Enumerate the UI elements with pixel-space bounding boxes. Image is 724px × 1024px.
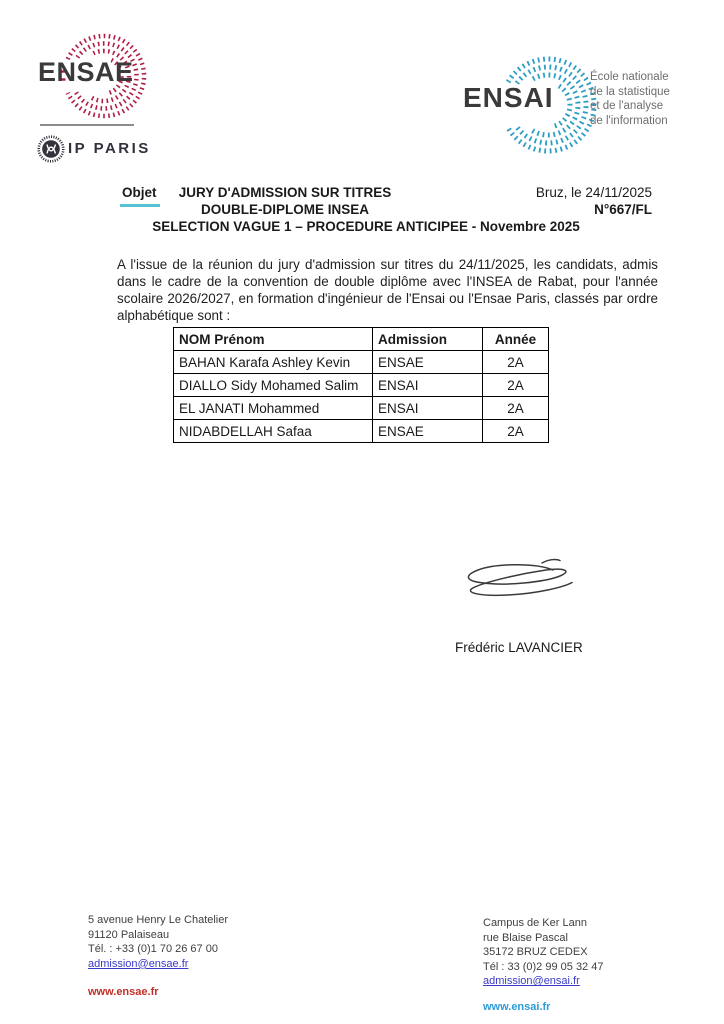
signatory-name: Frédéric LAVANCIER bbox=[455, 640, 583, 655]
cell-candidate-name: EL JANATI Mohammed bbox=[174, 397, 373, 420]
ip-paris-emblem-icon bbox=[37, 135, 65, 163]
cell-year: 2A bbox=[483, 374, 549, 397]
cell-admission-school: ENSAI bbox=[373, 374, 483, 397]
objet-label: Objet bbox=[122, 185, 157, 200]
table-header-row bbox=[174, 328, 549, 351]
place-and-date: Bruz, le 24/11/2025 bbox=[535, 185, 652, 200]
footer-address-line: 91120 Palaiseau bbox=[88, 928, 170, 941]
document-title-line3: SELECTION VAGUE 1 – PROCEDURE ANTICIPEE - Novembre 2025 bbox=[152, 219, 580, 234]
cell-admission-school: ENSAI bbox=[373, 397, 483, 420]
ensae-logo-text: ENSAE bbox=[38, 57, 134, 87]
footer-address-line: Campus de Ker Lann bbox=[483, 917, 587, 929]
ensae-email-link[interactable]: admission@ensae.fr bbox=[88, 957, 189, 970]
footer-address-line: rue Blaise Pascal bbox=[483, 931, 568, 944]
column-header-admission: Admission bbox=[373, 328, 483, 351]
footer-phone: Tél. : +33 (0)1 70 26 67 00 bbox=[88, 943, 218, 956]
table-row bbox=[174, 420, 549, 443]
table-row bbox=[174, 374, 549, 397]
logo-divider-line bbox=[40, 124, 134, 126]
table-row bbox=[174, 351, 549, 374]
ensai-email-link[interactable]: admission@ensai.fr bbox=[483, 975, 580, 988]
ensai-website-link[interactable]: www.ensai.fr bbox=[483, 1000, 551, 1013]
ip-paris-logo-text: IP PARIS bbox=[68, 140, 151, 157]
cell-candidate-name: NIDABDELLAH Safaa bbox=[174, 420, 373, 443]
ensai-tagline-line: de la statistique bbox=[590, 85, 670, 98]
ensae-website-link[interactable]: www.ensae.fr bbox=[88, 986, 159, 999]
document-title-line2: DOUBLE-DIPLOME INSEA bbox=[200, 202, 369, 217]
table-row bbox=[174, 397, 549, 420]
ensai-logo-text: ENSAI bbox=[463, 82, 554, 113]
footer-phone: Tél : 33 (0)2 99 05 32 47 bbox=[483, 960, 604, 973]
ensai-tagline-line: École nationale bbox=[590, 71, 669, 83]
column-header-year: Année bbox=[483, 328, 549, 351]
cell-candidate-name: BAHAN Karafa Ashley Kevin bbox=[174, 351, 373, 374]
cell-candidate-name: DIALLO Sidy Mohamed Salim bbox=[174, 374, 373, 397]
footer-ensai-block bbox=[483, 916, 603, 1015]
admission-table bbox=[173, 327, 549, 443]
cell-year: 2A bbox=[483, 397, 549, 420]
footer-address-line: 5 avenue Henry Le Chatelier bbox=[88, 914, 229, 926]
ensai-tagline-line: de l'information bbox=[590, 114, 668, 127]
cell-year: 2A bbox=[483, 351, 549, 374]
ensai-tagline-line: et de l'analyse bbox=[590, 100, 664, 112]
footer-address-line: 35172 BRUZ CEDEX bbox=[483, 946, 588, 959]
cell-admission-school: ENSAE bbox=[373, 420, 483, 443]
handwritten-signature bbox=[450, 554, 585, 609]
body-paragraph: A l'issue de la réunion du jury d'admission sur titres du 24/11/2025, les candidats, admis dans le cadre de la convention de double diplôme avec l'INSEA de Rabat, pour l'année scolaire 2026/2027, en formation d'ingénieur de l'Ensai ou l'Ensae Paris, classés par ordre alphabétique sont : bbox=[117, 257, 658, 323]
cell-admission-school: ENSAE bbox=[373, 351, 483, 374]
column-header-name: NOM Prénom bbox=[174, 328, 373, 351]
cell-year: 2A bbox=[483, 420, 549, 443]
reference-number: N°667/FL bbox=[594, 202, 652, 217]
document-title-line1: JURY D'ADMISSION SUR TITRES bbox=[178, 185, 392, 200]
footer-ensae-block bbox=[88, 913, 228, 1000]
ensai-tagline bbox=[590, 70, 670, 128]
